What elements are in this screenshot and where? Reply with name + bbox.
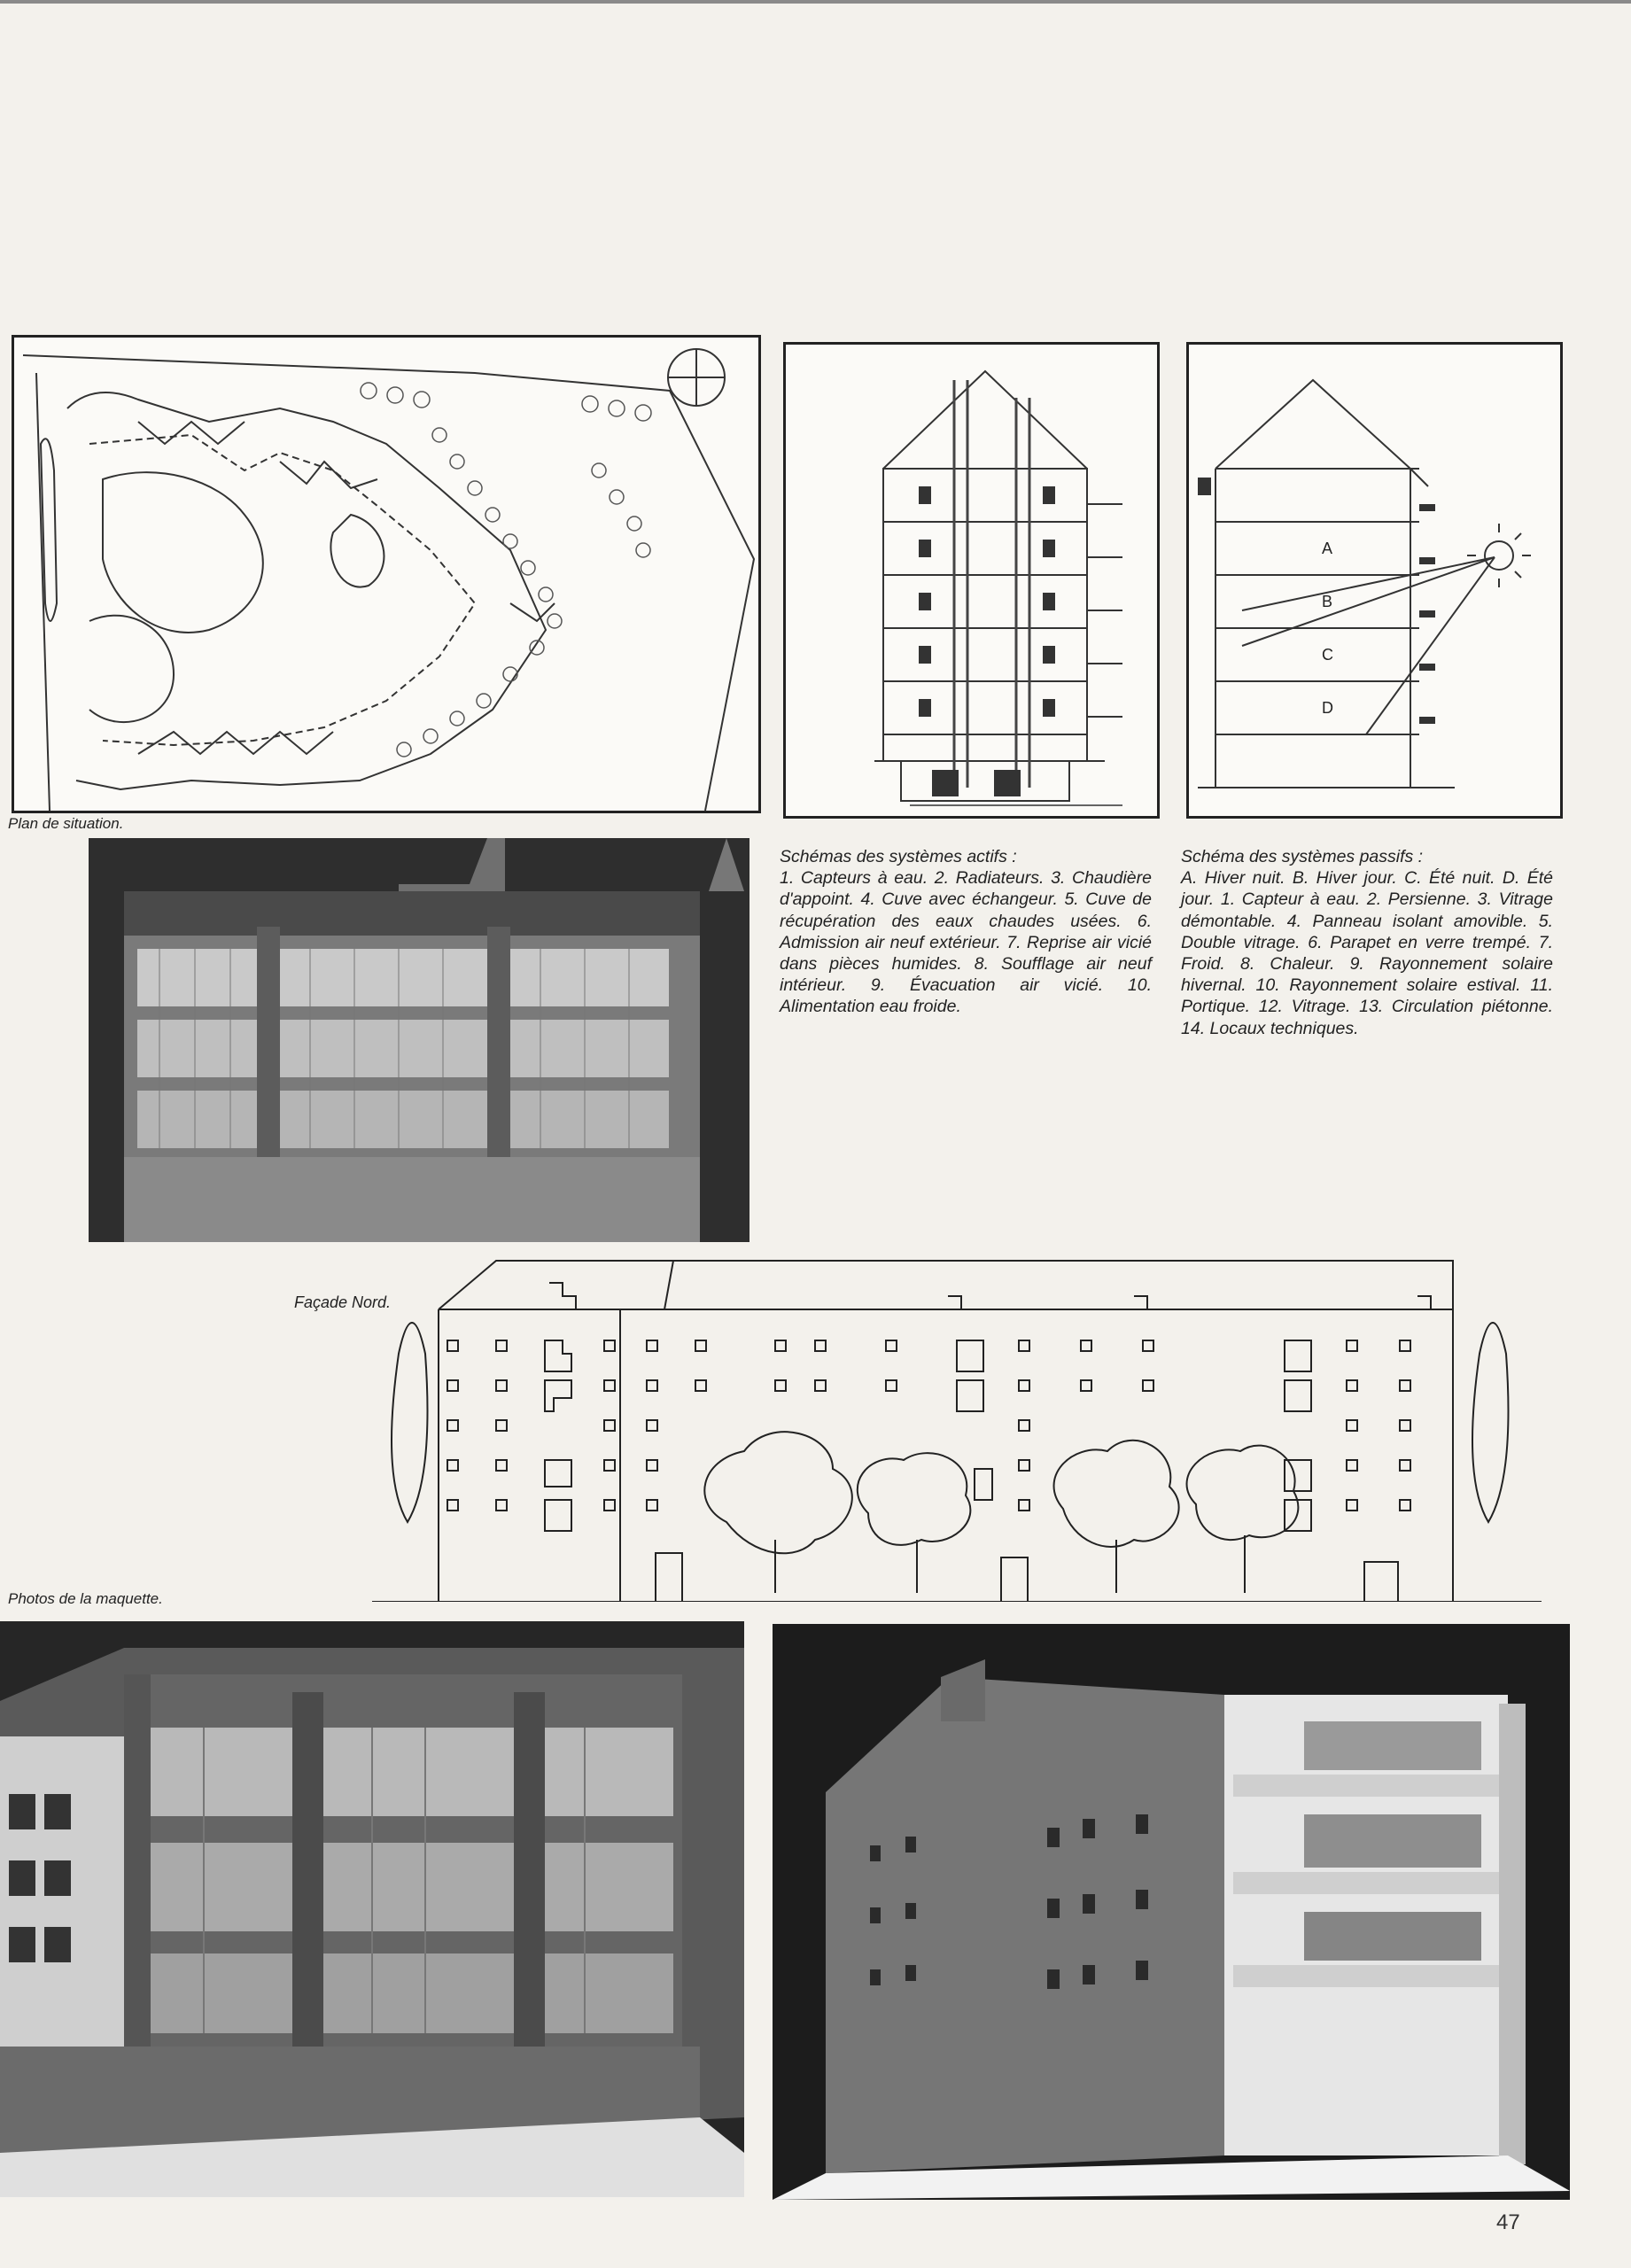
passifs-body: A. Hiver nuit. B. Hiver jour. C. Été nuit. D. Été jour. 1. Capteur à eau. 2. Persienne. 3. Vitrage démontable. 4. Panneau isolant amovible. 5. Double vitrage. 6. Parapet en verre trempé. 7. Froid. 8. Chaleur. 9. Rayonnement solaire hivernal. 10. Rayonnement solaire estival. 11. Portique. 12. Vitrage. 13. Circulation piétonne. 14. Locaux techniques.: [1181, 868, 1553, 1038]
north-facade-svg: [372, 1256, 1542, 1602]
passive-systems-section-drawing: [1186, 342, 1563, 819]
page-number: 47: [1496, 2210, 1520, 2234]
top-rule: [0, 0, 1631, 4]
section-label-c: C: [1322, 646, 1333, 664]
facade-nord-caption: Façade Nord.: [294, 1293, 392, 1311]
model-photo-right: [773, 1624, 1570, 2200]
section-label-a: A: [1322, 540, 1333, 557]
north-facade-drawing: [372, 1256, 1542, 1602]
plan-situation-caption: Plan de situation.: [8, 815, 124, 832]
passifs-title: Schéma des systèmes passifs :: [1181, 847, 1424, 866]
active-systems-section-drawing: [783, 342, 1160, 819]
actifs-title: Schémas des systèmes actifs :: [780, 847, 1017, 866]
actifs-body: 1. Capteurs à eau. 2. Radiateurs. 3. Chaudière d'appoint. 4. Cuve avec échangeur. 5. Cuve de récupération des eaux chaudes usées. 6. Admission air neuf extérieur. 7. Reprise air vicié dans pièces humides. 8. Soufflage air neuf intérieur. 9. Évacuation air vicié. 10. Alimentation eau froide.: [780, 868, 1152, 1017]
actifs-caption: [780, 846, 1152, 1018]
model-photo-facade: [89, 838, 749, 1242]
photos-maquette-caption: Photos de la maquette.: [8, 1590, 163, 1607]
active-section-svg: [786, 345, 1157, 816]
model-photo-left: [0, 1621, 744, 2197]
passive-section-svg: [1189, 345, 1560, 816]
section-label-b: B: [1322, 593, 1333, 610]
site-plan-svg: [14, 338, 758, 811]
north-arrow-icon: [668, 349, 725, 406]
passifs-caption: [1181, 846, 1553, 1039]
sun-icon: [1467, 524, 1531, 587]
site-plan-drawing: [12, 335, 761, 813]
section-label-d: D: [1322, 699, 1333, 717]
